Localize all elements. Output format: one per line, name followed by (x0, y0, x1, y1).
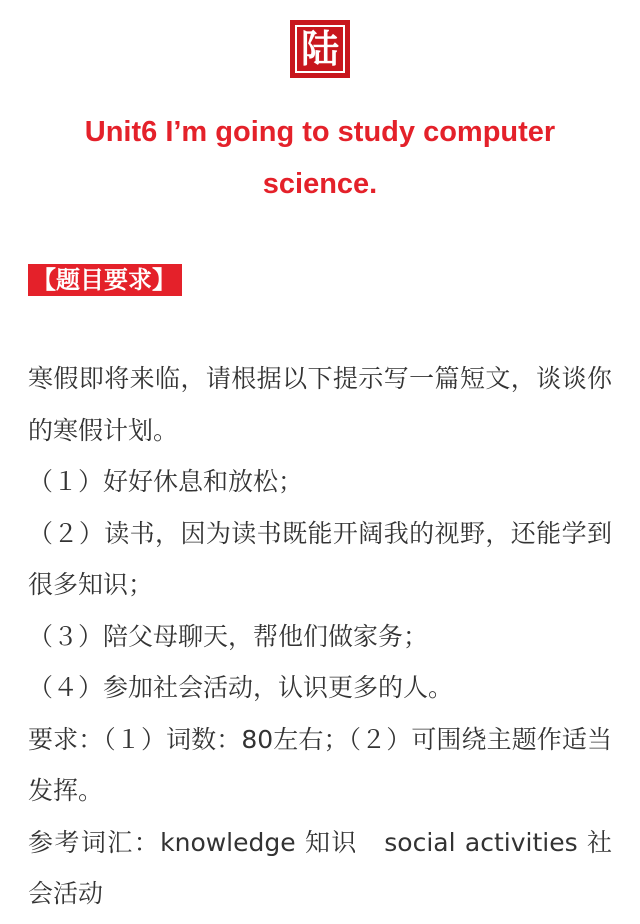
article-body (28, 353, 612, 920)
logo-glyph: 陆 (295, 25, 345, 73)
vocabulary-paragraph: 参考词汇：knowledge 知识 social activities 社会活动 (28, 827, 612, 908)
list-item: （２）读书，因为读书既能开阔我的视野，还能学到很多知识； (28, 518, 612, 599)
requirement-tag: 【题目要求】 (28, 264, 182, 296)
requirements-paragraph: 要求：（１）词数：80左右；（２）可围绕主题作适当发挥。 (28, 724, 612, 805)
list-item: （３）陪父母聊天，帮他们做家务； (28, 621, 429, 651)
page-title: Unit6 I’m going to study computer science. (84, 116, 556, 200)
logo-seal (290, 20, 350, 78)
intro-paragraph: 寒假即将来临，请根据以下提示写一篇短文，谈谈你的寒假计划。 (28, 364, 612, 445)
list-item: （４）参加社会活动，认识更多的人。 (28, 673, 454, 702)
list-item: （１）好好休息和放松； (28, 467, 304, 496)
